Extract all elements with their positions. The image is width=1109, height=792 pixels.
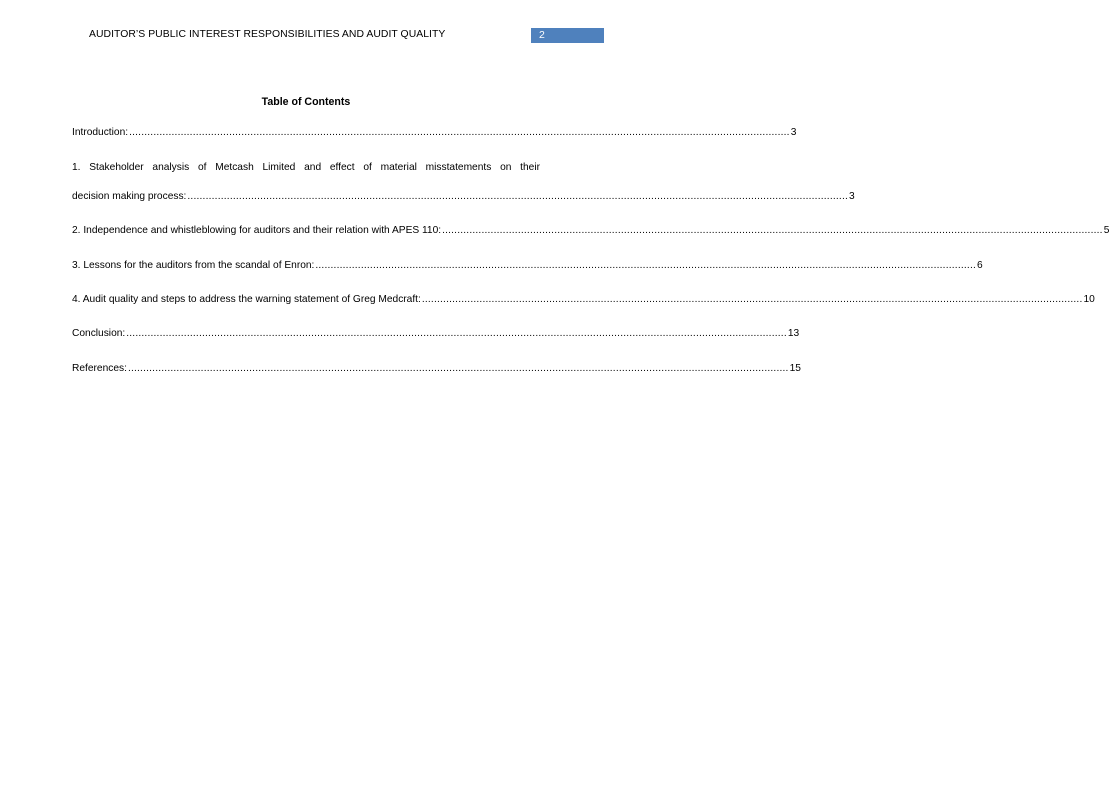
- page-number: 2: [539, 29, 545, 41]
- toc-entry-label: References:: [72, 363, 127, 374]
- toc-entry-audit-quality[interactable]: [72, 293, 1095, 306]
- toc-entry-page: 3: [790, 127, 797, 138]
- toc-entry-page: 6: [977, 260, 983, 271]
- toc-entry-stakeholder[interactable]: [72, 190, 855, 203]
- toc-entry-label: 4. Audit quality and steps to address the warning statement of Greg Medcraft:: [72, 294, 421, 305]
- toc-entry-page: 15: [789, 363, 801, 374]
- toc-entry-label: decision making process:: [72, 191, 187, 202]
- toc-entry-label: 2. Independence and whistleblowing for auditors and their relation with APES 110:: [72, 225, 442, 236]
- toc-entry-label: 3. Lessons for the auditors from the scandal of Enron:: [72, 260, 315, 271]
- toc-leader: ..........................................................................................................................................................................................................................: [442, 225, 1103, 236]
- toc-leader: ..........................................................................................................................................................................................................................: [315, 260, 977, 271]
- toc-entry-page: 3: [849, 191, 855, 202]
- page-number-box: [531, 28, 604, 43]
- toc-heading: Table of Contents: [261, 96, 351, 108]
- toc-entry-references[interactable]: [72, 362, 801, 375]
- toc-leader: ..........................................................................................................................................................................................................................: [127, 363, 789, 374]
- toc-leader: ..........................................................................................................................................................................................................................: [421, 294, 1083, 305]
- toc-entry-independence[interactable]: [72, 224, 1109, 237]
- header-title: AUDITOR’S PUBLIC INTEREST RESPONSIBILITIES AND AUDIT QUALITY: [89, 29, 446, 40]
- toc-entry-stakeholder-line1[interactable]: 1. Stakeholder analysis of Metcash Limited and effect of material misstatements on their: [72, 162, 540, 173]
- toc-entry-conclusion[interactable]: [72, 327, 800, 340]
- toc-leader: ..........................................................................................................................................................................................................................: [187, 191, 849, 202]
- toc-entry-page: 13: [787, 328, 800, 339]
- toc-entry-label: Introduction:: [72, 127, 129, 138]
- toc-entry-page: 5: [1103, 225, 1109, 236]
- toc-entry-introduction[interactable]: [72, 126, 797, 139]
- toc-leader: ..........................................................................................................................................................................................................................: [129, 127, 790, 138]
- toc-leader: ..........................................................................................................................................................................................................................: [126, 328, 787, 339]
- toc-entry-enron[interactable]: [72, 259, 983, 272]
- toc-entry-page: 10: [1083, 294, 1095, 305]
- toc-entry-label: Conclusion:: [72, 328, 126, 339]
